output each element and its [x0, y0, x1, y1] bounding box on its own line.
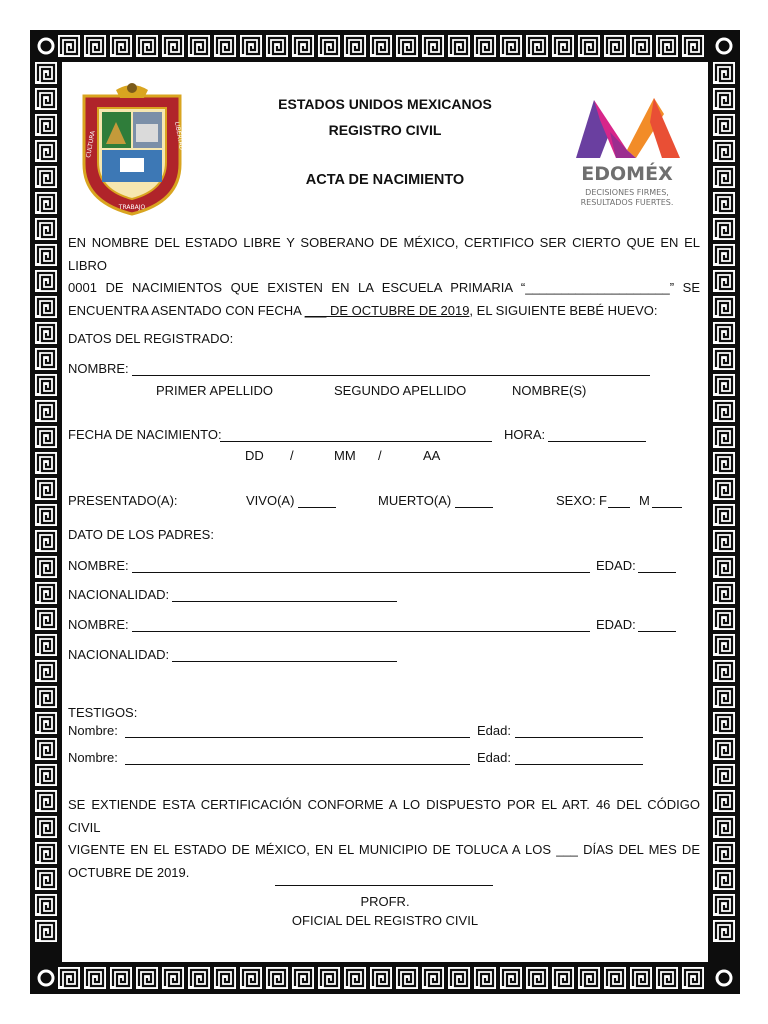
greek-key-tile: [57, 966, 81, 990]
greek-key-tile: [34, 581, 58, 605]
closing-line-1: SE EXTIENDE ESTA CERTIFICACIÓN CONFORME A LO DISPUESTO POR EL ART. 46 DEL CÓDIGO CIVIL: [68, 797, 700, 835]
greek-key-tile: [34, 529, 58, 553]
signature-title: PROFR.: [360, 894, 410, 909]
border-left: [33, 60, 59, 964]
greek-key-tile: [473, 34, 497, 58]
greek-key-tile: [712, 659, 736, 683]
greek-key-tile: [34, 867, 58, 891]
greek-key-tile: [712, 191, 736, 215]
intro-line-1: EN NOMBRE DEL ESTADO LIBRE Y SOBERANO DE MÉXICO, CERTIFICO SER CIERTO QUE EN EL LIBRO: [68, 235, 700, 273]
greek-key-tile: [712, 269, 736, 293]
greek-key-tile: [317, 34, 341, 58]
label-nombre-padre-2: NOMBRE:: [68, 617, 129, 632]
corner-ring-icon: [35, 35, 57, 57]
intro-line-3: [68, 300, 700, 323]
greek-key-tile: [712, 165, 736, 189]
greek-key-tile: [447, 34, 471, 58]
greek-key-tile: [712, 243, 736, 267]
label-edad-padre-2: EDAD:: [596, 617, 636, 632]
greek-key-tile: [187, 966, 211, 990]
greek-key-tile: [34, 763, 58, 787]
greek-key-tile: [473, 966, 497, 990]
greek-key-tile: [34, 373, 58, 397]
greek-key-tile: [712, 373, 736, 397]
greek-key-tile: [681, 34, 705, 58]
greek-key-tile: [34, 711, 58, 735]
greek-key-tile: [161, 966, 185, 990]
label-edad-testigo-2: Edad:: [477, 750, 511, 765]
greek-key-tile: [629, 34, 653, 58]
greek-key-tile: [712, 61, 736, 85]
greek-key-tile: [34, 87, 58, 111]
field-nombre-testigo-1[interactable]: [125, 737, 470, 738]
greek-key-tile: [317, 966, 341, 990]
edomex-logo: [570, 92, 684, 210]
greek-key-tile: [603, 34, 627, 58]
field-fecha-nacimiento[interactable]: [220, 441, 492, 442]
field-nacionalidad-2[interactable]: [172, 661, 397, 662]
greek-key-tile: [712, 893, 736, 917]
greek-key-tile: [551, 34, 575, 58]
greek-key-tile: [629, 966, 653, 990]
greek-key-tile: [34, 295, 58, 319]
brand-slogan-2: RESULTADOS FUERTES.: [580, 198, 674, 207]
greek-key-tile: [161, 34, 185, 58]
greek-key-tile: [343, 34, 367, 58]
seal-text-trabajo: TRABAJO: [118, 204, 146, 211]
greek-key-tile: [712, 347, 736, 371]
greek-key-tile: [34, 165, 58, 189]
corner-ring-icon: [713, 35, 735, 57]
greek-key-tile: [712, 581, 736, 605]
greek-key-tile: [447, 966, 471, 990]
label-aa: AA: [423, 448, 441, 463]
greek-key-tile: [712, 815, 736, 839]
greek-key-tile: [109, 34, 133, 58]
greek-key-tile: [712, 295, 736, 319]
label-vivo: VIVO(A): [246, 493, 295, 508]
label-fecha-nacimiento: FECHA DE NACIMIENTO:: [68, 427, 222, 442]
label-hora: HORA:: [504, 427, 546, 442]
greek-key-tile: [34, 113, 58, 137]
signature-role: OFICIAL DEL REGISTRO CIVIL: [291, 913, 479, 928]
greek-key-tile: [712, 633, 736, 657]
greek-key-tile: [499, 34, 523, 58]
greek-key-tile: [34, 919, 58, 943]
greek-key-tile: [712, 399, 736, 423]
greek-key-tile: [57, 34, 81, 58]
intro-line-3a: ENCUENTRA ASENTADO CON FECHA: [68, 302, 305, 318]
label-edad-testigo-1: Edad:: [477, 723, 511, 738]
greek-key-tile: [712, 841, 736, 865]
field-edad-padre-1[interactable]: [638, 572, 676, 573]
greek-key-tile: [655, 34, 679, 58]
field-nombre-padre-1[interactable]: [132, 572, 590, 573]
label-nombre-padre-1: NOMBRE:: [68, 558, 129, 573]
greek-key-tile: [343, 966, 367, 990]
label-nombre: NOMBRE:: [68, 361, 129, 376]
greek-key-tile: [712, 685, 736, 709]
seal-text-cultura: CULTURA: [85, 130, 97, 159]
greek-key-tile: [369, 34, 393, 58]
greek-key-tile: [34, 399, 58, 423]
seal-text-libertad: LIBERTAD: [173, 121, 185, 151]
greek-key-tile: [395, 34, 419, 58]
greek-key-tile: [213, 966, 237, 990]
greek-key-tile: [712, 555, 736, 579]
greek-key-tile: [34, 659, 58, 683]
greek-key-tile: [83, 966, 107, 990]
greek-key-tile: [34, 217, 58, 241]
intro-line-2: [68, 277, 700, 300]
closing-line-3: OCTUBRE DE 2019.: [68, 864, 190, 880]
label-mm: MM: [334, 448, 356, 463]
label-segundo-apellido: SEGUNDO APELLIDO: [334, 383, 467, 398]
greek-key-tile: [34, 61, 58, 85]
greek-key-tile: [34, 425, 58, 449]
greek-key-tile: [712, 763, 736, 787]
label-nacionalidad-2: NACIONALIDAD:: [68, 647, 170, 662]
registration-date: ___ DE OCTUBRE DE 2019: [304, 302, 470, 318]
greek-key-tile: [135, 34, 159, 58]
greek-key-tile: [712, 607, 736, 631]
greek-key-tile: [712, 321, 736, 345]
intro-line-3b: , EL SIGUIENTE BEBÉ HUEVO:: [469, 302, 658, 318]
header-country: ESTADOS UNIDOS MEXICANOS: [278, 96, 492, 112]
greek-key-tile: [291, 966, 315, 990]
greek-key-tile: [603, 966, 627, 990]
date-separator-2: /: [378, 448, 382, 463]
greek-key-tile: [34, 685, 58, 709]
greek-key-tile: [34, 789, 58, 813]
field-edad-padre-2[interactable]: [638, 631, 676, 632]
label-dd: DD: [245, 448, 264, 463]
greek-key-tile: [421, 34, 445, 58]
label-nombre-testigo-2: Nombre:: [68, 750, 118, 765]
label-nombre-testigo-1: Nombre:: [68, 723, 118, 738]
greek-key-tile: [395, 966, 419, 990]
greek-key-tile: [712, 529, 736, 553]
corner-ring-icon: [713, 967, 735, 989]
greek-key-tile: [34, 477, 58, 501]
field-nombre-testigo-2[interactable]: [125, 764, 470, 765]
greek-key-tile: [421, 966, 445, 990]
greek-key-tile: [109, 966, 133, 990]
label-sexo: SEXO:: [556, 493, 596, 508]
border-bottom: [56, 965, 714, 991]
label-edad-padre-1: EDAD:: [596, 558, 636, 573]
greek-key-tile: [34, 139, 58, 163]
field-hora[interactable]: [548, 441, 646, 442]
field-sexo-f[interactable]: [608, 507, 630, 508]
border-right: [711, 60, 737, 964]
greek-key-tile: [525, 966, 549, 990]
greek-key-tile: [681, 966, 705, 990]
field-nombre-padre-2[interactable]: [132, 631, 590, 632]
field-sexo-m[interactable]: [652, 507, 682, 508]
label-nombres: NOMBRE(S): [512, 383, 587, 398]
greek-key-tile: [551, 966, 575, 990]
greek-key-tile: [712, 139, 736, 163]
greek-key-tile: [34, 815, 58, 839]
section-testigos: TESTIGOS:: [68, 705, 138, 720]
field-nombre-registrado[interactable]: [132, 375, 650, 376]
greek-key-tile: [239, 34, 263, 58]
greek-key-tile: [213, 34, 237, 58]
greek-key-tile: [34, 607, 58, 631]
greek-key-tile: [577, 966, 601, 990]
greek-key-tile: [712, 113, 736, 137]
signature-line[interactable]: [275, 885, 493, 886]
greek-key-tile: [34, 451, 58, 475]
document-title: ACTA DE NACIMIENTO: [305, 172, 465, 188]
greek-key-tile: [712, 789, 736, 813]
section-padres: DATO DE LOS PADRES:: [68, 527, 214, 542]
label-muerto: MUERTO(A): [378, 493, 452, 508]
greek-key-tile: [712, 217, 736, 241]
label-primer-apellido: PRIMER APELLIDO: [156, 383, 274, 398]
greek-key-tile: [712, 477, 736, 501]
greek-key-tile: [265, 34, 289, 58]
label-nacionalidad-1: NACIONALIDAD:: [68, 587, 170, 602]
greek-key-tile: [369, 966, 393, 990]
greek-key-tile: [34, 243, 58, 267]
greek-key-tile: [655, 966, 679, 990]
greek-key-tile: [187, 34, 211, 58]
greek-key-tile: [34, 269, 58, 293]
greek-key-tile: [34, 555, 58, 579]
greek-key-tile: [712, 737, 736, 761]
field-muerto[interactable]: [455, 507, 493, 508]
intro-line-2b: ” SE: [669, 280, 700, 295]
greek-key-tile: [712, 503, 736, 527]
brand-name: EDOMÉX: [581, 163, 673, 185]
greek-key-tile: [34, 633, 58, 657]
greek-key-tile: [34, 737, 58, 761]
greek-key-tile: [34, 841, 58, 865]
corner-ring-icon: [35, 967, 57, 989]
brand-slogan-1: DECISIONES FIRMES,: [585, 188, 669, 197]
greek-key-tile: [34, 347, 58, 371]
field-vivo[interactable]: [298, 507, 336, 508]
greek-key-tile: [525, 34, 549, 58]
greek-key-tile: [499, 966, 523, 990]
greek-key-tile: [34, 893, 58, 917]
greek-key-tile: [34, 191, 58, 215]
field-edad-testigo-1[interactable]: [515, 737, 643, 738]
border-top: [56, 33, 714, 59]
greek-key-tile: [712, 425, 736, 449]
label-presentado: PRESENTADO(A):: [68, 493, 178, 508]
greek-key-tile: [577, 34, 601, 58]
label-sexo-m: M: [639, 493, 650, 508]
greek-key-tile: [83, 34, 107, 58]
document-body: [62, 62, 708, 962]
greek-key-tile: [291, 34, 315, 58]
greek-key-tile: [34, 503, 58, 527]
date-separator-1: /: [290, 448, 294, 463]
header-registry: REGISTRO CIVIL: [328, 122, 442, 138]
greek-key-tile: [712, 919, 736, 943]
school-name-blank: ____________________: [525, 280, 670, 295]
greek-key-tile: [239, 966, 263, 990]
greek-key-tile: [265, 966, 289, 990]
field-nacionalidad-1[interactable]: [172, 601, 397, 602]
intro-line-2a: 0001 DE NACIMIENTOS QUE EXISTEN EN LA ESCUELA PRIMARIA “: [68, 280, 526, 295]
greek-key-tile: [712, 451, 736, 475]
section-registrado: DATOS DEL REGISTRADO:: [68, 331, 234, 346]
greek-key-tile: [34, 321, 58, 345]
closing-line-2: VIGENTE EN EL ESTADO DE MÉXICO, EN EL MUNICIPIO DE TOLUCA A LOS ___ DÍAS DEL MES DE: [68, 842, 700, 857]
label-sexo-f: F: [599, 493, 607, 508]
greek-key-tile: [712, 711, 736, 735]
greek-key-tile: [712, 867, 736, 891]
greek-key-tile: [135, 966, 159, 990]
field-edad-testigo-2[interactable]: [515, 764, 643, 765]
intro-paragraph: [68, 232, 700, 322]
greek-key-tile: [712, 87, 736, 111]
closing-paragraph: [68, 794, 700, 884]
